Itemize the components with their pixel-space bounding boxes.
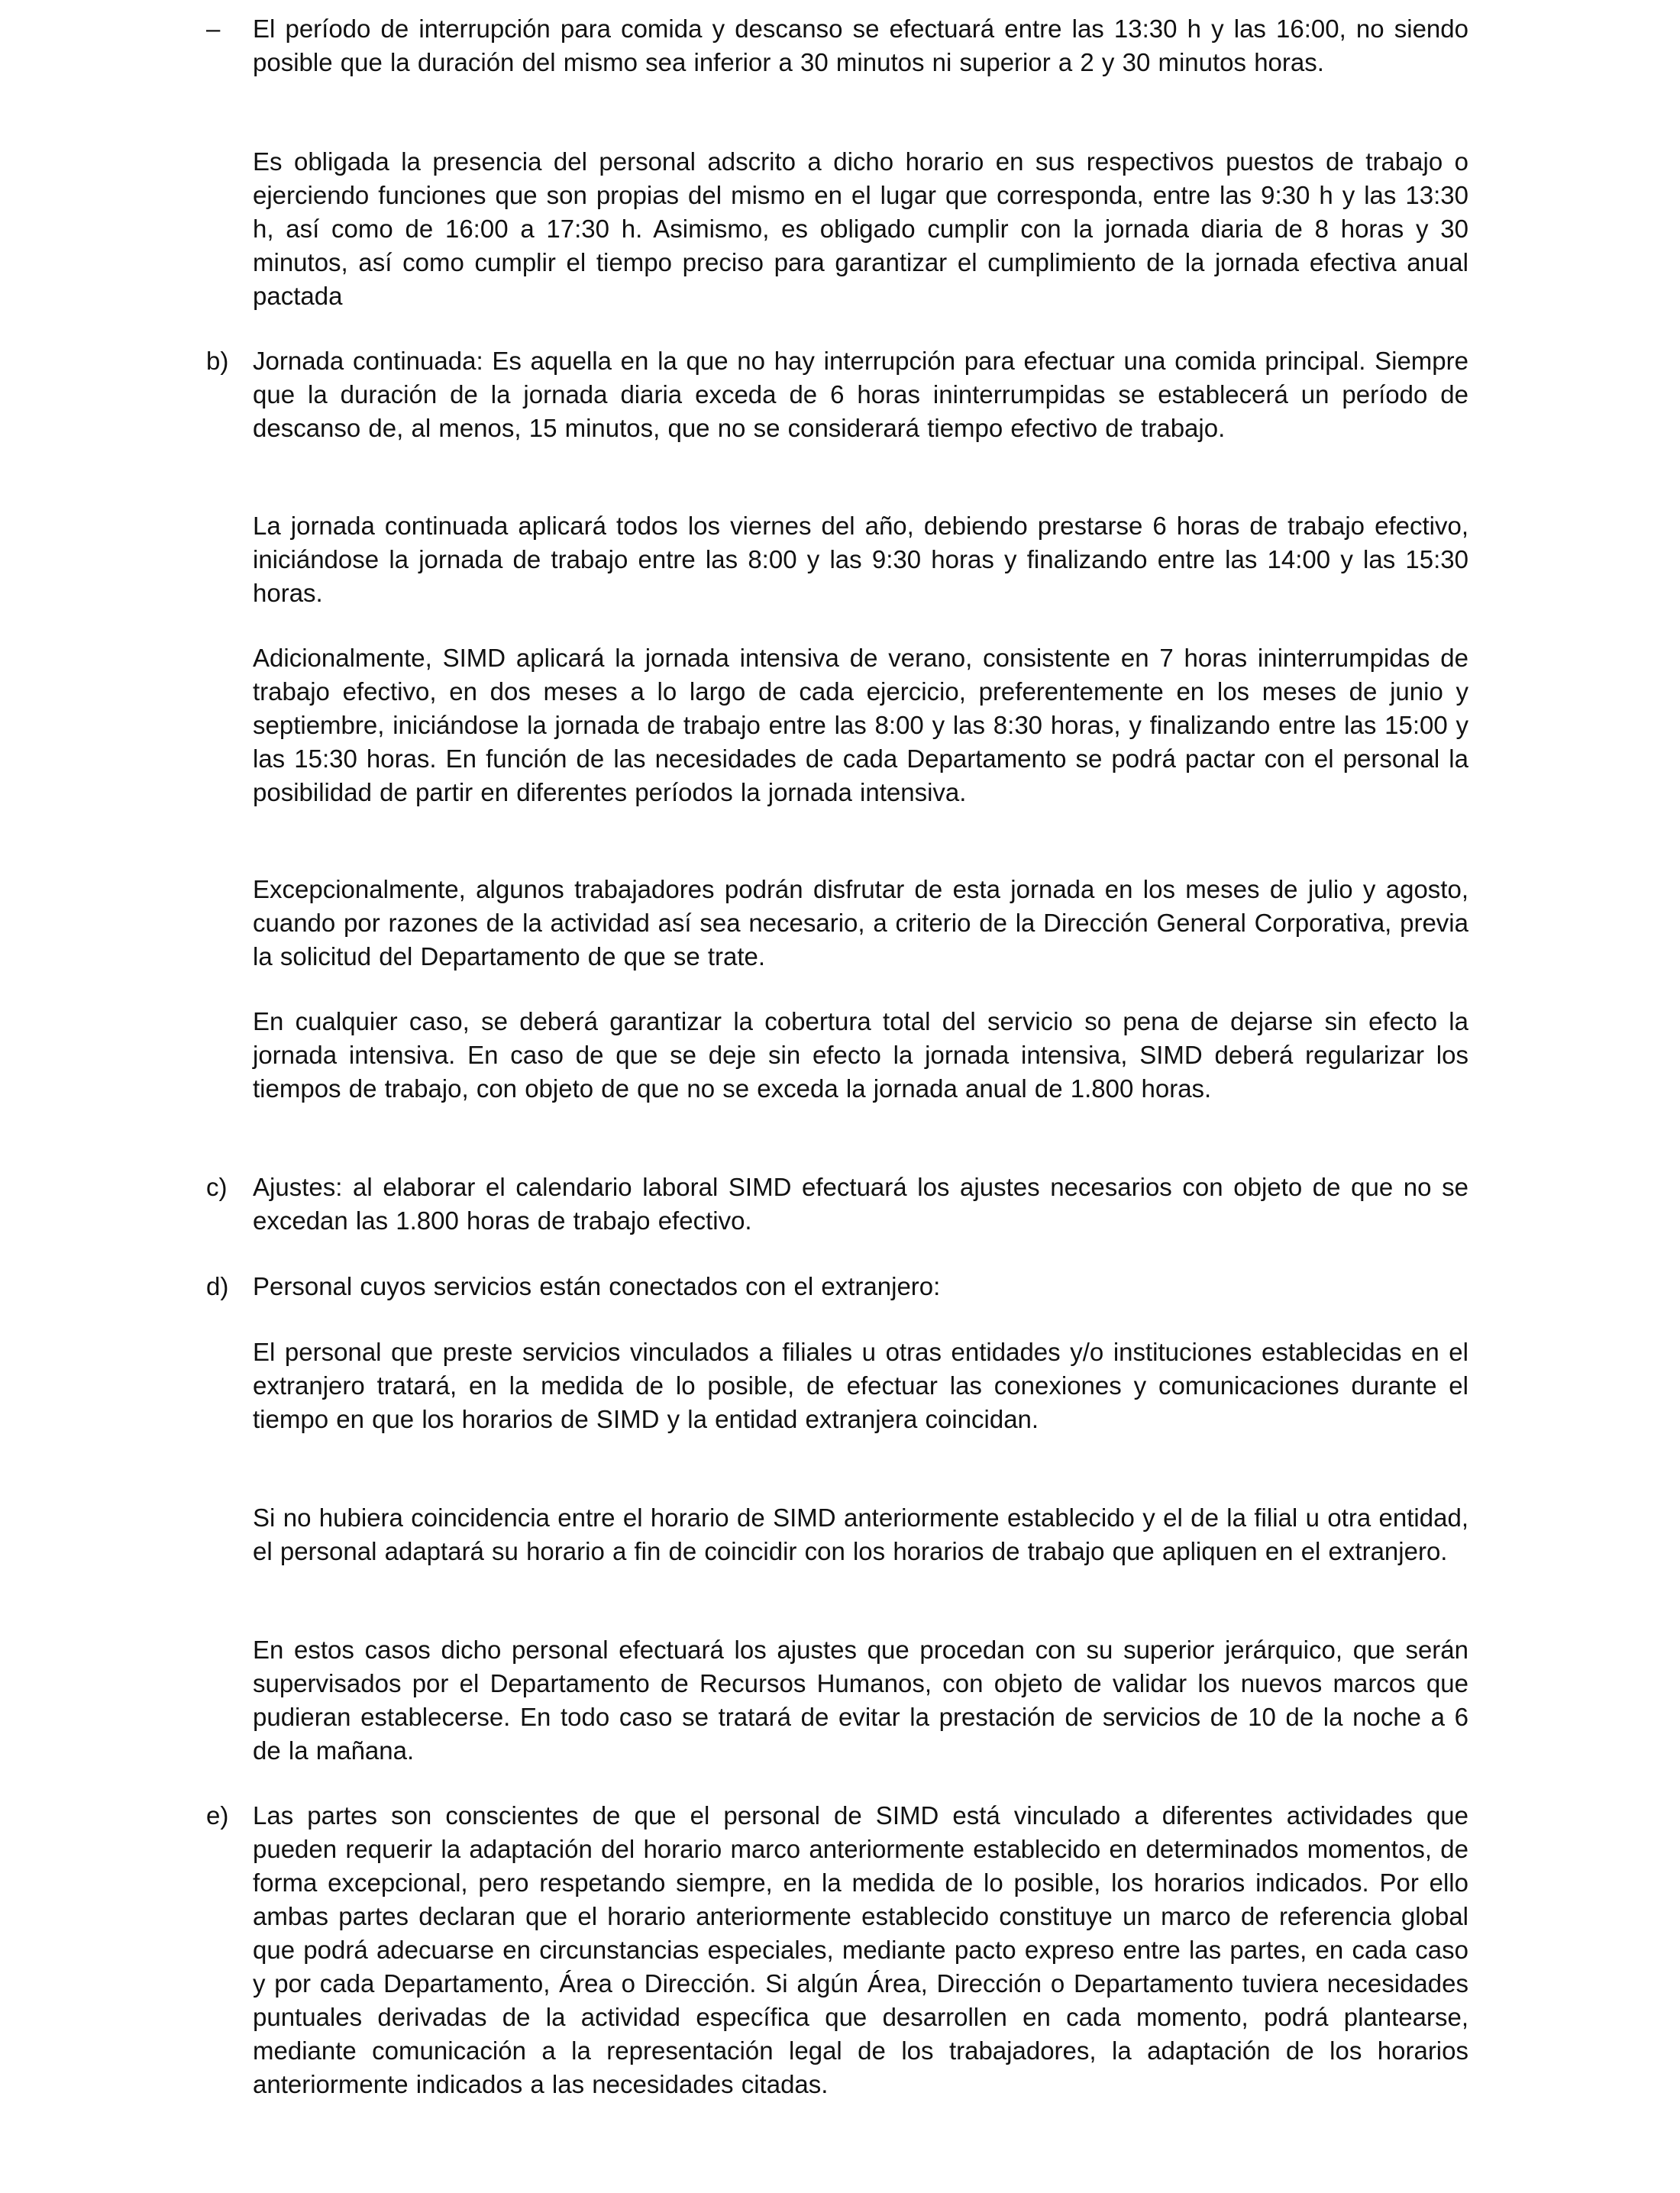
continuous-schedule-paragraph: Jornada continuada: Es aquella en la que no hay interrupción para efectuar una comida principal. Siempre que la duración de la jornada diaria exceda de 6 horas ininterrumpidas se establecerá un período de descanso de, al menos, 15 minutos, que no se considerará tiempo efectivo de trabajo. bbox=[253, 347, 1468, 442]
item-e-label: e) bbox=[206, 1801, 229, 1830]
adapt-schedule-paragraph: Si no hubiera coincidencia entre el horario de SIMD anteriormente establecido y el de la filial u otra entidad, el personal adaptará su horario a fin de coincidir con los horarios de trabajo que apliquen en el extranjero. bbox=[253, 1503, 1468, 1565]
summer-schedule-paragraph: Adicionalmente, SIMD aplicará la jornada intensiva de verano, consistente en 7 horas ininterrumpidas de trabajo efectivo, en dos meses a lo largo de cada ejercicio, preferentemente en los meses de junio y septiembre, iniciándose la jornada de trabajo entre las 8:00 y las 8:30 horas, y finalizando entre las 15:00 y las 15:30 horas. En función de las necesidades de cada Departamento se podrá pactar con el personal la posibilidad de partir en diferentes períodos la jornada intensiva. bbox=[253, 644, 1468, 806]
affiliates-paragraph: El personal que preste servicios vinculados a filiales u otras entidades y/o instituciones establecidas en el extranjero tratará, en la medida de lo posible, de efectuar las conexiones y comunicaciones durante el tiempo en que los horarios de SIMD y la entidad extranjera coincidan. bbox=[253, 1338, 1468, 1433]
supervisor-adjust-paragraph: En estos casos dicho personal efectuará los ajustes que procedan con su superior jerárquico, que serán supervisados por el Departamento de Recursos Humanos, con objeto de validar los nuevos marcos que pudieran establecerse. En todo caso se tratará de evitar la prestación de servicios de 10 de la noche a 6 de la mañana. bbox=[253, 1636, 1468, 1765]
item-d-label: d) bbox=[206, 1272, 229, 1300]
foreign-staff-heading: Personal cuyos servicios están conectados con el extranjero: bbox=[253, 1272, 941, 1300]
dash-marker: – bbox=[206, 15, 221, 43]
adjustments-paragraph: Ajustes: al elaborar el calendario laboral SIMD efectuará los ajustes necesarios con objeto de que no se excedan las 1.800 horas de trabajo efectivo. bbox=[253, 1173, 1468, 1235]
interruption-paragraph: El período de interrupción para comida y descanso se efectuará entre las 13:30 h y las 16:00, no siendo posible que la duración del mismo sea inferior a 30 minutos ni superior a 2 y 30 minutos horas. bbox=[253, 15, 1468, 76]
item-c-label: c) bbox=[206, 1173, 228, 1201]
flexibility-paragraph: Las partes son conscientes de que el personal de SIMD está vinculado a diferentes actividades que pueden requerir la adaptación del horario marco anteriormente establecido en determinados momentos, de forma excepcional, pero respetando siempre, en la medida de lo posible, los horarios indicados. Por ello ambas partes declaran que el horario anteriormente establecido constituye un marco de referencia global que podrá adecuarse en circunstancias especiales, mediante pacto expreso entre las partes, en cada caso y por cada Departamento, Área o Dirección. Si algún Área, Dirección o Departamento tuviera necesidades puntuales derivadas de la actividad específica que desarrollen en cada momento, podrá plantearse, mediante comunicación a la representación legal de los trabajadores, la adaptación de los horarios anteriormente indicados a las necesidades citadas. bbox=[253, 1801, 1468, 2098]
exception-paragraph: Excepcionalmente, algunos trabajadores podrán disfrutar de esta jornada en los meses de julio y agosto, cuando por razones de la actividad así sea necesario, a criterio de la Dirección General Corporativa, previa la solicitud del Departamento de que se trate. bbox=[253, 875, 1468, 971]
fridays-paragraph: La jornada continuada aplicará todos los viernes del año, debiendo prestarse 6 horas de trabajo efectivo, iniciándose la jornada de trabajo entre las 8:00 y las 9:30 horas y finalizando entre las 14:00 y las 15:30 horas. bbox=[253, 512, 1468, 607]
presence-paragraph: Es obligada la presencia del personal adscrito a dicho horario en sus respectivos puestos de trabajo o ejerciendo funciones que son propias del mismo en el lugar que corresponda, entre las 9:30 h y las 13:30 h, así como de 16:00 a 17:30 h. Asimismo, es obligado cumplir con la jornada diaria de 8 horas y 30 minutos, así como cumplir el tiempo preciso para garantizar el cumplimiento de la jornada efectiva anual pactada bbox=[253, 147, 1468, 310]
coverage-paragraph: En cualquier caso, se deberá garantizar la cobertura total del servicio so pena de dejarse sin efecto la jornada intensiva. En caso de que se deje sin efecto la jornada intensiva, SIMD deberá regularizar los tiempos de trabajo, con objeto de que no se exceda la jornada anual de 1.800 horas. bbox=[253, 1007, 1468, 1103]
item-b-label: b) bbox=[206, 347, 229, 375]
